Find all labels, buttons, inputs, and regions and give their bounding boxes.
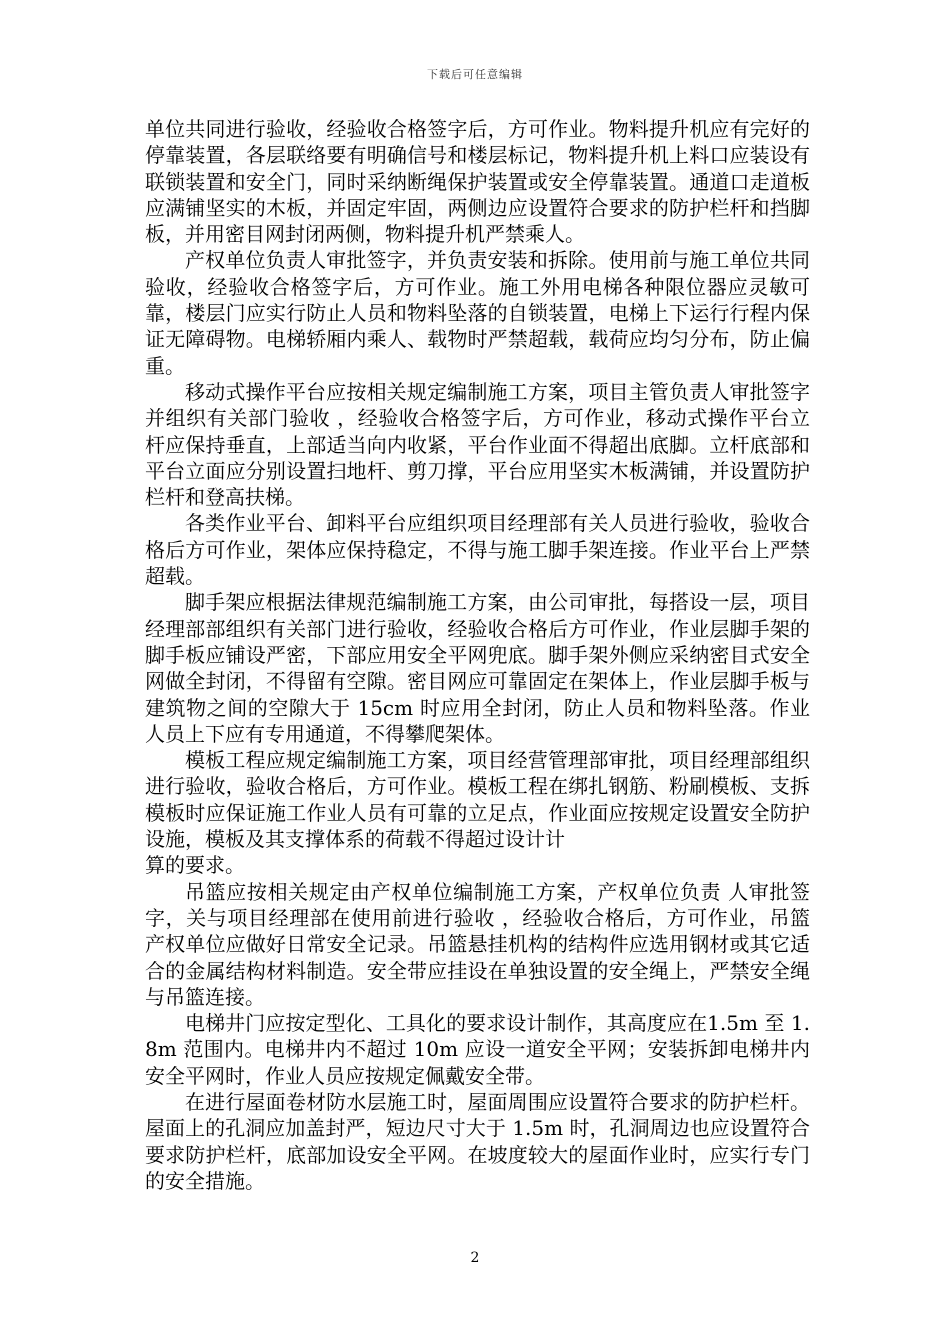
paragraph: 脚手架应根据法律规范编制施工方案，由公司审批，每搭设一层，项目经理部部组织有关部门进行验收，经验收合格后方可作业，作业层脚手架的脚手板应铺设严密，下部应用安全平网兜底。脚手架外侧应采纳密目式安全网做全封闭，不得留有空隙。密目网应可靠固定在架体上，作业层脚手板与建筑物之间的空隙大于 15cm 时应用全封闭，防止人员和物料坠落。作业人员上下应有专用通道，不得攀爬架体。 (145, 590, 810, 746)
paragraph: 吊篮应按相关规定由产权单位编制施工方案，产权单位负责 人审批签字，关与项目经理部在使用前进行验收 ，经验收合格后，方可作业，吊篮产权单位应做好日常安全记录。吊篮悬挂机构的结构件应选用钢材或其它适合的金属结构材料制造。安全带应挂设在单独设置的安全绳上，严禁安全绳与吊篮连接。 (145, 879, 810, 1009)
page-number: 2 (470, 1250, 480, 1266)
paragraph: 单位共同进行验收，经验收合格签字后，方可作业。物料提升机应有完好的停靠装置，各层联络要有明确信号和楼层标记，物料提升机上料口应装设有联锁装置和安全门，同时采纳断绳保护装置或安全停靠装置。通道口走道板应满铺坚实的木板，并固定牢固，两侧边应设置符合要求的防护栏杆和挡脚板，并用密目网封闭两侧，物料提升机严禁乘人。 (145, 117, 810, 247)
page-header: 下载后可任意编辑 (427, 68, 523, 81)
paragraph: 电梯井门应按定型化、工具化的要求设计制作，其高度应在1.5m 至 1.8m 范围内。电梯井内不超过 10m 应设一道安全平网；安装拆卸电梯井内安全平网时，作业人员应按规定佩戴安全带。 (145, 1011, 810, 1088)
document-body (145, 116, 810, 1194)
paragraph: 算的要求。 (145, 853, 245, 878)
paragraph: 产权单位负责人审批签字，并负责安装和拆除。使用前与施工单位共同验收，经验收合格签字后，方可作业。施工外用电梯各种限位器应灵敏可靠，楼层门应实行防止人员和物料坠落的自锁装置，电梯上下运行行程内保证无障碍物。电梯轿厢内乘人、载物时严禁超载，载荷应均匀分布，防止偏重。 (145, 248, 810, 378)
paragraph: 移动式操作平台应按相关规定编制施工方案，项目主管负责人审批签字并组织有关部门验收 ，经验收合格签字后，方可作业，移动式操作平台立杆应保持垂直，上部适当向内收紧，平台作业面不得超出底脚。立杆底部和平台立面应分别设置扫地杆、剪刀撑，平台应用坚实木板满铺，并设置防护栏杆和登高扶梯。 (145, 379, 810, 510)
paragraph: 各类作业平台、卸料平台应组织项目经理部有关人员进行验收，验收合格后方可作业，架体应保持稳定，不得与施工脚手架连接。作业平台上严禁超载。 (145, 511, 810, 589)
paragraph: 模板工程应规定编制施工方案，项目经营管理部审批，项目经理部组织进行验收，验收合格后，方可作业。模板工程在绑扎钢筋、粉刷模板、支拆模板时应保证施工作业人员有可靠的立足点，作业面应按规定设置安全防护设施，模板及其支撑体系的荷载不得超过设计计 (145, 748, 810, 852)
paragraph: 在进行屋面卷材防水层施工时，屋面周围应设置符合要求的防护栏杆。屋面上的孔洞应加盖封严，短边尺寸大于 1.5m 时，孔洞周边也应设置符合要求防护栏杆，底部加设安全平网。在坡度较大的屋面作业时，应实行专门的安全措施。 (145, 1089, 810, 1193)
